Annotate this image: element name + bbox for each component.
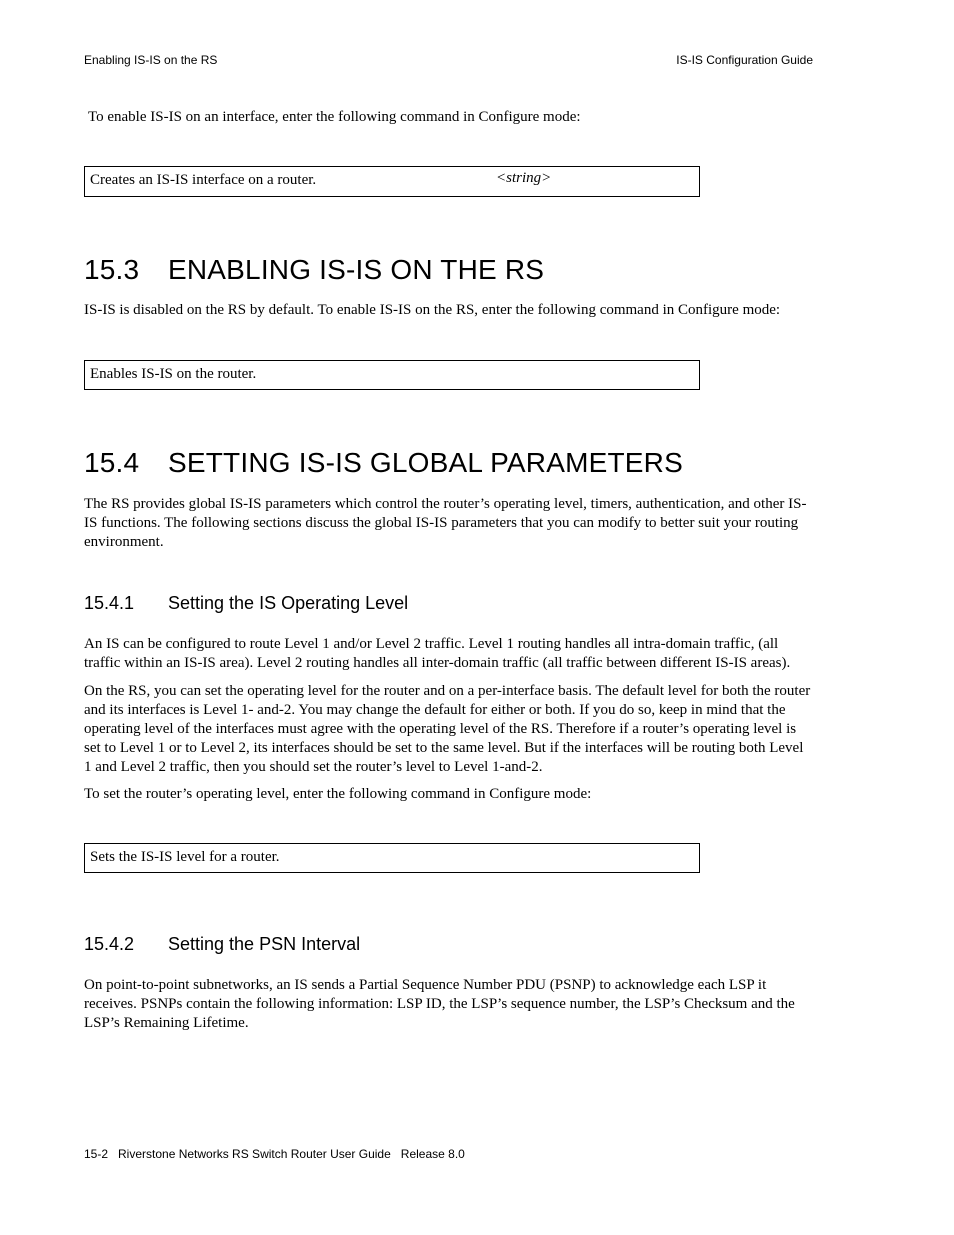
- subsection-title: Setting the PSN Interval: [168, 934, 361, 954]
- subsection-number: 15.4.2: [84, 934, 135, 954]
- section-number: 15.3: [84, 254, 140, 285]
- section-15-4-1-paragraph-3: To set the router’s operating level, enter the following command in Configure mode:: [84, 786, 592, 802]
- subsection-heading-15-4-1: [84, 593, 408, 614]
- running-header-left: Enabling IS-IS on the RS: [84, 53, 218, 67]
- command-description: Enables IS-IS on the router.: [90, 366, 257, 382]
- section-heading-15-4: [84, 447, 683, 479]
- section-15-4-1-paragraph-2: On the RS, you can set the operating level for the router and on a per-interface basis. The default level for both the router and its interfaces is Level 1- and-2. You may change the default for either or both. If you do so, keep in mind that the operating level of the interfaces must agree with the operating level of the RS. Therefore if a router’s operating level is set to Level 1 or to Level 2, its interfaces should be set to the same level. But if the interfaces will be routing both Level 1 and Level 2 traffic, then you should set the router’s level to Level 1-and-2.: [84, 683, 811, 775]
- section-heading-15-3: [84, 254, 544, 286]
- command-description: Sets the IS-IS level for a router.: [90, 849, 280, 865]
- command-box-isis-interface: [84, 166, 700, 197]
- running-header-right: IS-IS Configuration Guide: [676, 53, 813, 67]
- section-15-3-paragraph: IS-IS is disabled on the RS by default. To enable IS-IS on the RS, enter the following command in Configure mode:: [84, 302, 781, 318]
- subsection-title: Setting the IS Operating Level: [168, 593, 409, 613]
- section-15-4-paragraph: The RS provides global IS-IS parameters which control the router’s operating level, timers, authentication, and other IS-IS functions. The following sections discuss the global IS-IS parameters that you can modify to better suit your routing environment.: [84, 496, 807, 550]
- subsection-heading-15-4-2: [84, 934, 360, 955]
- section-title: ENABLING IS-IS ON THE RS: [168, 254, 545, 285]
- section-15-4-2-paragraph: On point-to-point subnetworks, an IS sends a Partial Sequence Number PDU (PSNP) to acknowledge each LSP it receives. PSNPs contain the following information: LSP ID, the LSP’s sequence number, the LSP’s Checksum and the LSP’s Remaining Lifetime.: [84, 977, 795, 1031]
- section-title: SETTING IS-IS GLOBAL PARAMETERS: [168, 447, 683, 478]
- page-footer: 15-2 Riverstone Networks RS Switch Router User Guide Release 8.0: [84, 1147, 465, 1161]
- section-number: 15.4: [84, 447, 140, 478]
- command-box-enable-isis: [84, 360, 700, 390]
- command-description: Creates an IS-IS interface on a router.: [90, 172, 317, 188]
- intro-paragraph: To enable IS-IS on an interface, enter the following command in Configure mode:: [88, 109, 581, 125]
- command-argument: <string>: [496, 170, 552, 186]
- subsection-number: 15.4.1: [84, 593, 135, 613]
- command-box-isis-level: [84, 843, 700, 873]
- section-15-4-1-paragraph-1: An IS can be configured to route Level 1 and/or Level 2 traffic. Level 1 routing handles all intra-domain traffic, (all traffic within an IS-IS area). Level 2 routing handles all inter-domain traffic (all traffic between different IS-IS areas).: [84, 636, 791, 671]
